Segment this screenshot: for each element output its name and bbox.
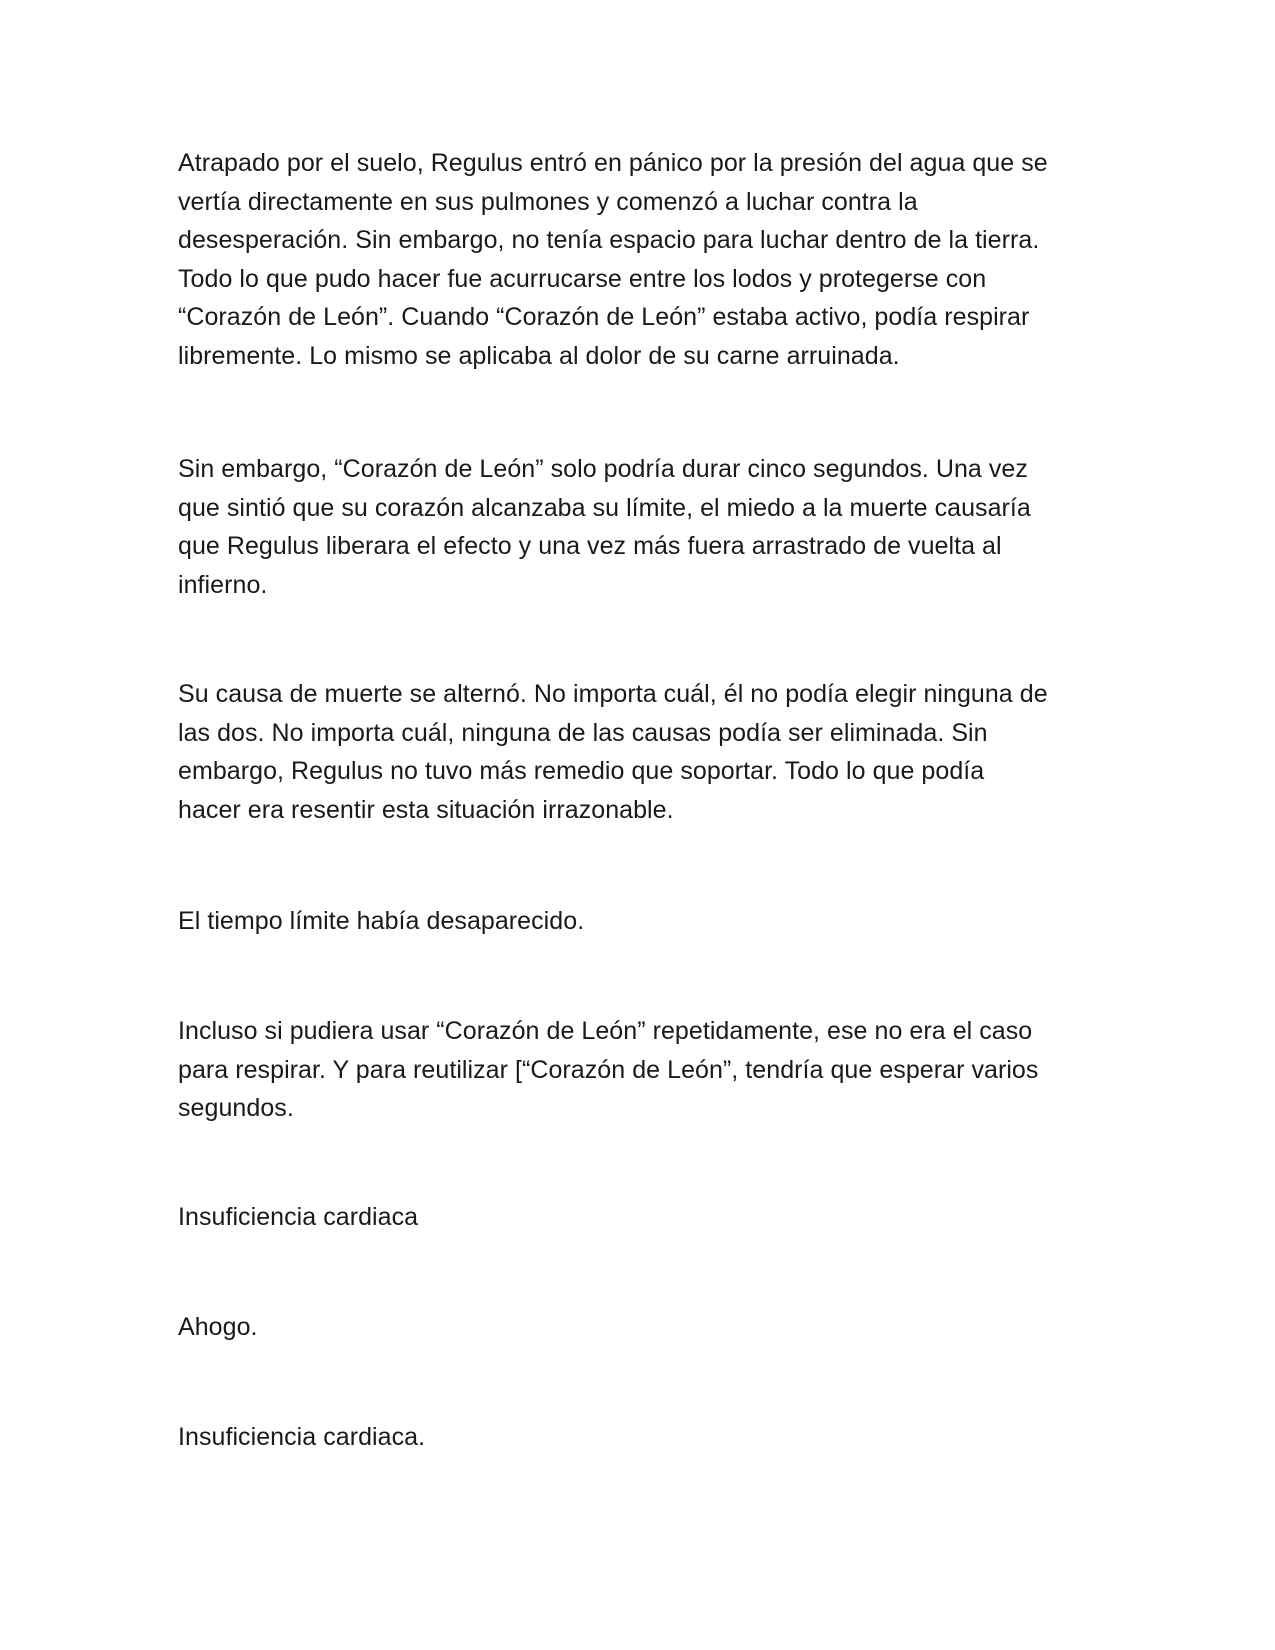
text-line: Atrapado por el suelo, Regulus entró en pánico por la presión del agua que se [178, 149, 1048, 177]
paragraph [178, 1308, 1108, 1347]
text-line: Todo lo que pudo hacer fue acurrucarse entre los lodos y protegerse con [178, 264, 987, 293]
text-line: Insuficiencia cardiaca [178, 1203, 419, 1231]
text-line: libremente. Lo mismo se aplicaba al dolor de su carne arruinada. [178, 341, 900, 370]
paragraph [178, 1418, 1108, 1457]
text-line: segundos. [178, 1094, 294, 1122]
text-line: vertía directamente en sus pulmones y comenzó a luchar contra la [178, 187, 918, 216]
paragraph [178, 675, 1108, 829]
text-line: El tiempo límite había desaparecido. [178, 907, 585, 935]
text-line: Incluso si pudiera usar “Corazón de León” repetidamente, ese no era el caso [178, 1017, 1033, 1045]
text-line: que Regulus liberara el efecto y una vez más fuera arrastrado de vuelta al [178, 532, 1002, 560]
text-line: las dos. No importa cuál, ninguna de las causas podía ser eliminada. Sin [178, 718, 988, 747]
paragraph [178, 450, 1108, 604]
text-line: Su causa de muerte se alternó. No importa cuál, él no podía elegir ninguna de [178, 680, 1048, 708]
text-line: embargo, Regulus no tuvo más remedio que soportar. Todo lo que podía [178, 757, 985, 785]
text-line: para respirar. Y para reutilizar [“Corazón de León”, tendría que esperar varios [178, 1055, 1039, 1084]
text-line: “Corazón de León”. Cuando “Corazón de León” estaba activo, podía respirar [178, 303, 1030, 331]
text-line: infierno. [178, 570, 268, 599]
text-line: Ahogo. [178, 1313, 258, 1341]
paragraph [178, 1198, 1108, 1237]
text-line: desesperación. Sin embargo, no tenía espacio para luchar dentro de la tierra. [178, 226, 1040, 254]
paragraph [178, 902, 1108, 941]
text-line: que sintió que su corazón alcanzaba su límite, el miedo a la muerte causaría [178, 493, 1031, 522]
paragraph [178, 1012, 1108, 1128]
text-line: Insuficiencia cardiaca. [178, 1423, 426, 1451]
text-line: hacer era resentir esta situación irrazonable. [178, 795, 674, 824]
text-line: Sin embargo, “Corazón de León” solo podría durar cinco segundos. Una vez [178, 455, 1028, 483]
paragraph [178, 144, 1108, 375]
